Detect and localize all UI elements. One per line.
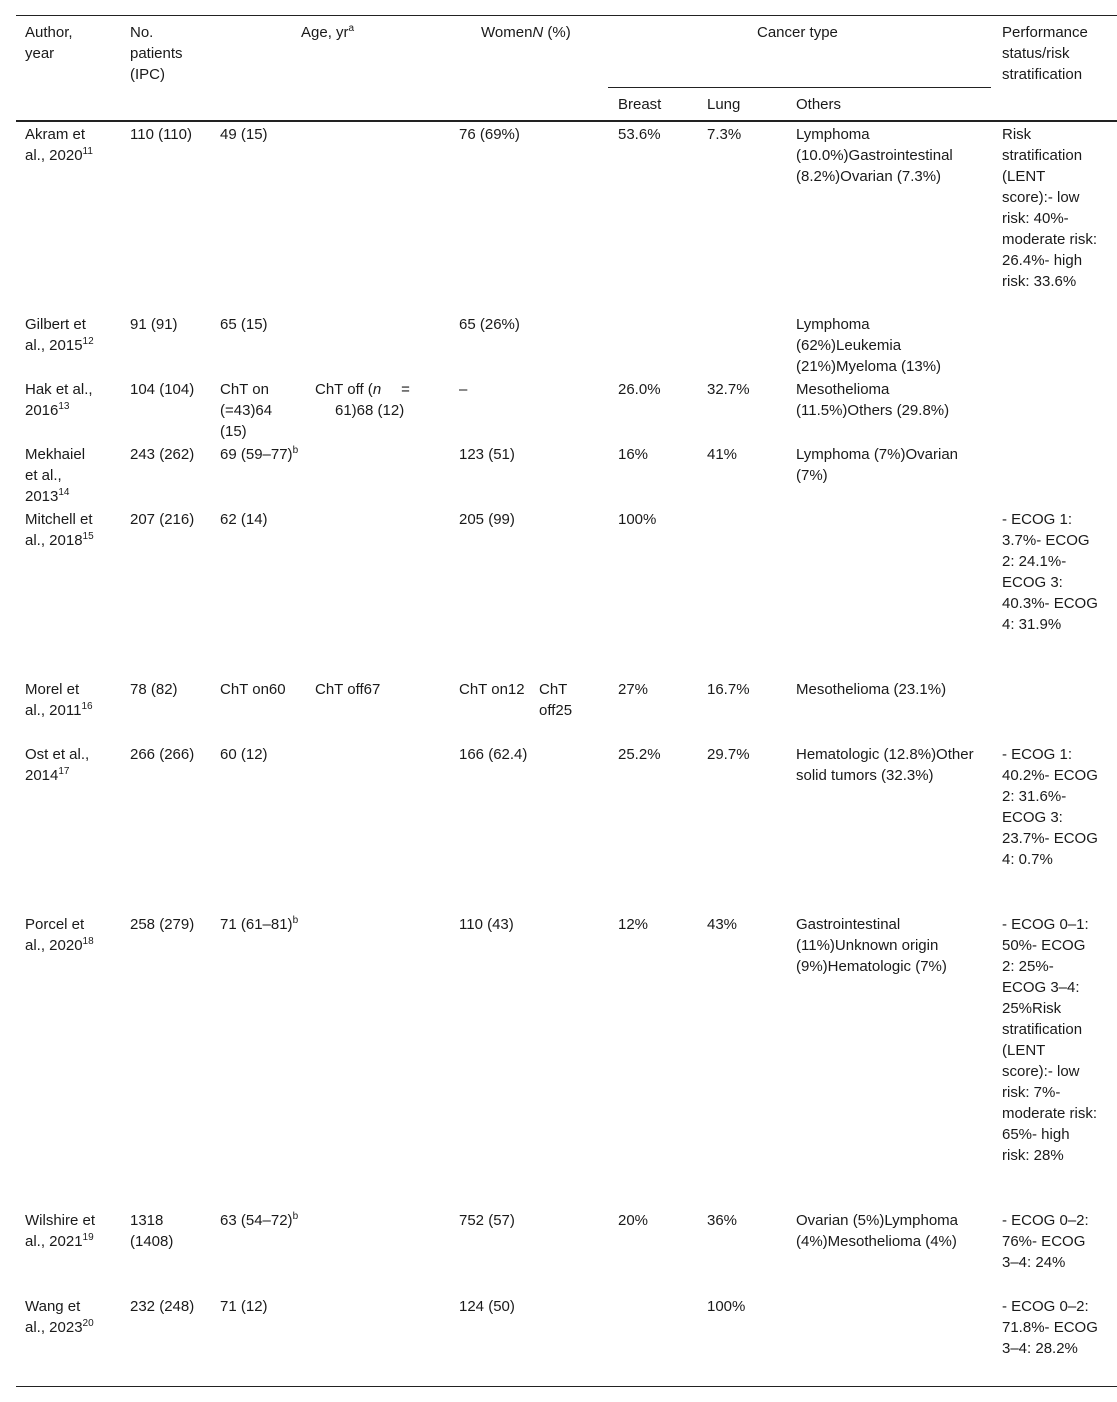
row-women: 76 (69%): [459, 126, 520, 143]
row-patients: 232 (248): [130, 1298, 195, 1315]
row-lung: 32.7%: [707, 381, 750, 398]
row-patients: 78 (82): [130, 681, 178, 698]
row-author: Mekhaiel et al., 2013$^{14}$: [25, 446, 86, 505]
row-breast: 100%: [618, 511, 657, 528]
row-women: 752 (57): [459, 1212, 515, 1229]
row-others: Lymphoma (62%)Leukemia (21%)Myeloma (13%): [796, 316, 942, 375]
row-breast: 27%: [618, 681, 649, 698]
row-lung: 29.7%: [707, 746, 750, 763]
row-women: 65 (26%): [459, 316, 520, 333]
row-others: Hematologic (12.8%)Other solid tumors (32.3%): [796, 746, 974, 784]
row-lung: 43%: [707, 916, 738, 933]
row-others: Lymphoma (7%)Ovarian (7%): [796, 446, 959, 484]
row-author: Gilbert et al., 2015$^{12}$: [25, 316, 94, 354]
row-patients: 1318 (1408): [130, 1212, 174, 1250]
row-performance: Risk stratification (LENT score):- low risk: 40%- moderate risk: 26.4%- high risk: 33.6%: [1002, 126, 1098, 290]
row-performance: - ECOG 0–2: 76%- ECOG 3–4: 24%: [1002, 1212, 1089, 1271]
row-patients: 110 (110): [130, 126, 192, 143]
bottom-rule: [16, 1386, 1117, 1387]
header-rule: [16, 120, 1117, 122]
row-others: Ovarian (5%)Lymphoma (4%)Mesothelioma (4%): [796, 1212, 959, 1250]
header-breast: Breast: [618, 96, 662, 113]
row-age: 65 (15): [220, 316, 268, 333]
row-author: Hak et al., 2016$^{13}$: [25, 381, 93, 419]
row-breast: 26.0%: [618, 381, 661, 398]
row-breast: 20%: [618, 1212, 649, 1229]
row-author: Porcel et al., 2020$^{18}$: [25, 916, 94, 954]
row-patients: 104 (104): [130, 381, 195, 398]
header-patients: No. patients (IPC): [130, 24, 183, 83]
row-age: 62 (14): [220, 511, 268, 528]
row-age: 60 (12): [220, 746, 268, 763]
row-others: Gastrointestinal (11%)Unknown origin (9%)Hematologic (7%): [796, 916, 947, 975]
cancer-type-rule: [608, 87, 991, 88]
row-author: Wilshire et al., 2021$^{19}$: [25, 1212, 96, 1250]
row-patients: 243 (262): [130, 446, 195, 463]
row-age-cht-off: ChT off (n =61)68 (12): [315, 381, 410, 419]
row-women: 123 (51): [459, 446, 515, 463]
row-performance: - ECOG 1: 40.2%- ECOG 2: 31.6%- ECOG 3: 23.7%- ECOG 4: 0.7%: [1002, 746, 1098, 868]
row-women: 166 (62.4): [459, 746, 528, 763]
row-breast: 25.2%: [618, 746, 661, 763]
header-women: WomenN (%): [481, 24, 571, 41]
row-breast: 12%: [618, 916, 649, 933]
row-author: Morel et al., 2011$^{16}$: [25, 681, 93, 719]
header-others: Others: [796, 96, 842, 113]
row-lung: 16.7%: [707, 681, 750, 698]
row-lung: 36%: [707, 1212, 738, 1229]
row-women: 124 (50): [459, 1298, 515, 1315]
row-breast: 53.6%: [618, 126, 661, 143]
row-patients: 258 (279): [130, 916, 195, 933]
row-age-cht-on: ChT on (=43)64 (15): [220, 381, 273, 440]
row-women: 110 (43): [459, 916, 514, 933]
header-cancer-type: Cancer type: [757, 24, 838, 41]
row-age-cht-on: ChT on60: [220, 681, 286, 698]
row-lung: 7.3%: [707, 126, 742, 143]
row-others: Mesothelioma (23.1%): [796, 681, 947, 698]
row-others: Mesothelioma (11.5%)Others (29.8%): [796, 381, 950, 419]
row-age-cht-off: ChT off67: [315, 681, 381, 698]
row-performance: - ECOG 0–1: 50%- ECOG 2: 25%- ECOG 3–4: 25%Risk stratification (LENT score):- low risk: 7%- moderate risk: 65%- high risk: 28%: [1002, 916, 1098, 1164]
row-lung: 41%: [707, 446, 738, 463]
header-performance: Performance status/risk stratification: [1002, 24, 1088, 83]
top-rule: [16, 15, 1117, 16]
row-author: Wang et al., 2023$^{20}$: [25, 1298, 94, 1336]
row-patients: 266 (266): [130, 746, 195, 763]
row-age: 71 (12): [220, 1298, 268, 1315]
row-women: 205 (99): [459, 511, 515, 528]
row-age: 69 $(59-77)^b$: [220, 445, 299, 463]
header-lung: Lung: [707, 96, 741, 113]
row-author: Akram et al., 2020$^{11}$: [25, 126, 93, 164]
row-age: 71 $(61-81)^b$: [220, 915, 299, 933]
row-performance: - ECOG 1: 3.7%- ECOG 2: 24.1%- ECOG 3: 40.3%- ECOG 4: 31.9%: [1002, 511, 1098, 633]
row-women-cht-off: ChT off25: [539, 681, 573, 719]
row-women: –: [459, 381, 468, 398]
row-age: 63 $(54-72)^b$: [220, 1211, 299, 1229]
row-breast: 16%: [618, 446, 649, 463]
row-author: Ost et al., 2014$^{17}$: [25, 746, 90, 784]
row-lung: 100%: [707, 1298, 746, 1315]
header-author: Author, year: [25, 24, 73, 62]
row-author: Mitchell et al., 2018$^{15}$: [25, 511, 94, 549]
row-patients: 91 (91): [130, 316, 178, 333]
row-age: 49 (15): [220, 126, 268, 143]
row-performance: - ECOG 0–2: 71.8%- ECOG 3–4: 28.2%: [1002, 1298, 1098, 1357]
row-others: Lymphoma (10.0%)Gastrointestinal (8.2%)Ovarian (7.3%): [796, 126, 953, 185]
row-women-cht-on: ChT on12: [459, 681, 525, 698]
row-patients: 207 (216): [130, 511, 195, 528]
header-age: Age, $yr^a$: [301, 23, 355, 41]
